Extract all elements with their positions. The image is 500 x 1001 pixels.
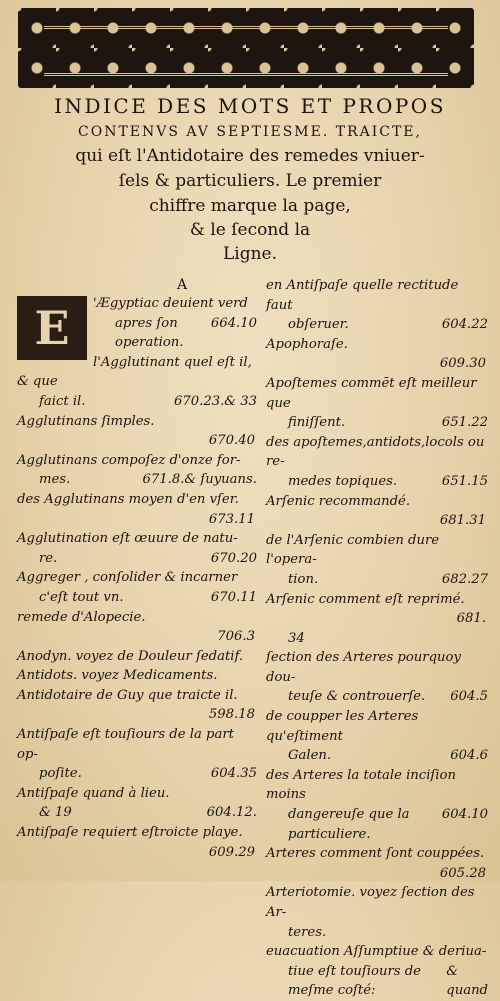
- index-description-line: Ligne.: [222, 244, 278, 264]
- entry-text: euacuation Aſſumptiue & deriua-: [266, 944, 487, 960]
- entry-text: en Antiſpaſe quelle rectitude faut: [266, 278, 459, 313]
- entry-text: remede d'Alopecie.: [17, 609, 146, 625]
- index-entry: [266, 766, 488, 844]
- index-entry: [17, 608, 257, 647]
- continuation-text: dangereuſe que la particuliere.: [288, 807, 410, 842]
- entry-continuation: [266, 413, 488, 433]
- continuation-text: tion.: [288, 571, 319, 587]
- entry-continuation: [266, 805, 488, 844]
- page-reference: 681.: [456, 611, 486, 627]
- index-entry: [17, 647, 257, 667]
- continuation-text: medes topiques.: [288, 473, 398, 489]
- index-entry: [266, 374, 488, 433]
- entry-continuation: [17, 764, 257, 784]
- page-reference: 670.20: [210, 550, 257, 566]
- page-reference: 604.12.: [206, 805, 257, 821]
- entry-text: Aggreger , conſolider & incarner: [17, 570, 238, 586]
- index-entry: [266, 276, 488, 335]
- index-entry: [266, 335, 488, 374]
- entry-continuation: [17, 549, 257, 569]
- page-reference: 673.11: [208, 511, 255, 527]
- entry-text: des Arteres la totale inciſion moins: [266, 767, 456, 803]
- entry-text: Apophoraſe.: [266, 336, 348, 352]
- index-title: INDICE DES MOTS ET PROPOS: [54, 94, 446, 118]
- index-entry: [266, 433, 488, 492]
- entry-continuation: [266, 962, 488, 1001]
- page-reference: 598.18: [208, 707, 255, 723]
- entry-text: de l'Arſenic combien dure l'opera-: [266, 532, 440, 568]
- index-description-line: chiffre marque la page,: [149, 196, 351, 216]
- entry-text: Agglutination eſt œuure de natu-: [17, 531, 238, 547]
- page-reference: 604.6: [450, 748, 488, 764]
- index-entry: [17, 412, 257, 451]
- continuation-text: c'eſt tout vn.: [39, 589, 124, 605]
- entry-continuation: [17, 803, 257, 823]
- entry-continuation: 34: [288, 630, 305, 646]
- continuation-text: obſeruer.: [288, 317, 349, 333]
- continuation-text: mes.: [39, 472, 71, 488]
- index-entry: [17, 529, 257, 568]
- right-column: [266, 276, 488, 1001]
- page-reference: 604.22: [441, 317, 488, 333]
- entry-continuation: [266, 687, 488, 707]
- index-entry: [266, 648, 488, 707]
- entry-text: Antidotaire de Guy que traicte il.: [17, 687, 238, 703]
- index-description-line: qui eſt l'Antidotaire des remedes vniuer-: [75, 146, 425, 166]
- entry-continuation: [266, 570, 488, 590]
- index-description-line: & le ſecond la: [189, 220, 311, 240]
- entry-text: 'Ægyptiac deuient verd: [93, 296, 248, 311]
- index-entry: [266, 844, 488, 883]
- index-entry: [17, 451, 257, 490]
- entry-text: Agglutinans compoſez d'onze for-: [17, 452, 241, 468]
- page-reference: 651.22: [441, 415, 488, 431]
- entry-text: des apoſtemes,antidots,locols ou re-: [266, 434, 485, 470]
- page-reference: & quand: [446, 963, 488, 999]
- entry-text: Anodyn. voyez de Douleur ſedatif.: [17, 648, 244, 664]
- page-reference: 706.3: [217, 629, 255, 645]
- entry-continuation: [17, 392, 257, 412]
- entry-text: Antidots. voyez Medicaments.: [17, 668, 218, 684]
- decorated-initial: E: [17, 296, 87, 360]
- index-entry: [17, 823, 257, 862]
- continuation-text: apres ſon operation.: [115, 315, 184, 351]
- index-entry: [266, 531, 488, 590]
- entry-text: Arteriotomie. voyez ſection des Ar-: [266, 885, 475, 920]
- page-reference: 670.40: [208, 433, 255, 449]
- index-entry: [266, 492, 488, 531]
- entry-text: Arteres comment ſont couppées.: [266, 846, 485, 862]
- page-reference: 604.5: [450, 689, 488, 705]
- page-reference: 670.11: [210, 589, 257, 605]
- entry-continuation: teres.: [288, 924, 327, 940]
- entry-text: l'Agglutinant quel eſt il, & que: [17, 354, 252, 390]
- page-reference: 651.15: [441, 473, 488, 489]
- index-entry: [17, 353, 257, 412]
- entry-text: Arſenic comment eſt reprimé.: [266, 591, 465, 607]
- page-reference: 681.31: [439, 513, 486, 529]
- continuation-text: & 19: [39, 805, 72, 821]
- index-entry: [17, 686, 257, 725]
- ornamental-header-band: [18, 8, 474, 88]
- entry-text: Antiſpaſe requiert eſtroicte playe.: [17, 825, 243, 841]
- page-reference: 671.8.& ſuyuans.: [142, 472, 257, 488]
- index-subtitle: CONTENVS AV SEPTIESME. TRAICTE,: [78, 124, 422, 140]
- index-entry: [17, 490, 257, 529]
- page-reference: 682.27: [441, 571, 488, 587]
- index-entry: [17, 568, 257, 607]
- entry-continuation: [266, 472, 488, 492]
- index-entry: [17, 666, 257, 686]
- continuation-text: faict il.: [39, 393, 86, 409]
- entry-continuation: [266, 746, 488, 766]
- entry-text: Antiſpaſe quand à lieu.: [17, 785, 170, 801]
- page-reference: 609.30: [439, 356, 486, 372]
- entry-text: Apoſtemes commēt eſt meilleur que: [266, 375, 477, 411]
- page-reference: 605.28: [439, 865, 486, 881]
- entry-continuation: [266, 315, 488, 335]
- index-entry: [266, 942, 488, 1001]
- index-entry: [266, 590, 488, 649]
- entry-text: Arſenic recommandé.: [266, 493, 411, 509]
- page-reference: 609.29: [208, 844, 255, 860]
- continuation-text: tiue eſt touſiours de meſme coſté:: [288, 963, 421, 999]
- continuation-text: poſite.: [39, 766, 82, 782]
- entry-text: ſection des Arteres pourquoy dou-: [266, 650, 461, 685]
- index-entry: [266, 707, 488, 766]
- section-letter: A: [176, 277, 188, 293]
- index-description-line: ſels & particuliers. Le premier: [118, 171, 382, 191]
- entry-text: Agglutinans ſimples.: [17, 413, 155, 429]
- entry-continuation: [17, 588, 257, 608]
- index-entry: [266, 883, 488, 942]
- entry-text: Antiſpaſe eſt touſiours de la part op-: [17, 727, 234, 762]
- page-reference: 664.10: [210, 315, 257, 331]
- page-reference: 604.35: [210, 766, 257, 782]
- index-entry: [17, 784, 257, 823]
- entry-continuation: [93, 314, 257, 353]
- ornament-border: [44, 26, 448, 76]
- entry-text: de coupper les Arteres qu'eſtiment: [266, 709, 419, 744]
- continuation-text: Galen.: [288, 748, 332, 764]
- left-column: [17, 276, 257, 862]
- entry-text: des Agglutinans moyen d'en vſer.: [17, 491, 239, 507]
- continuation-text: finiſſent.: [288, 415, 346, 431]
- entry-continuation: [17, 470, 257, 490]
- continuation-text: teuſe & controuerſe.: [288, 689, 426, 705]
- continuation-text: re.: [39, 550, 58, 566]
- index-entry: [17, 725, 257, 784]
- page-reference: 604.10: [441, 807, 488, 823]
- page-reference: 670.23.& 33: [173, 393, 257, 409]
